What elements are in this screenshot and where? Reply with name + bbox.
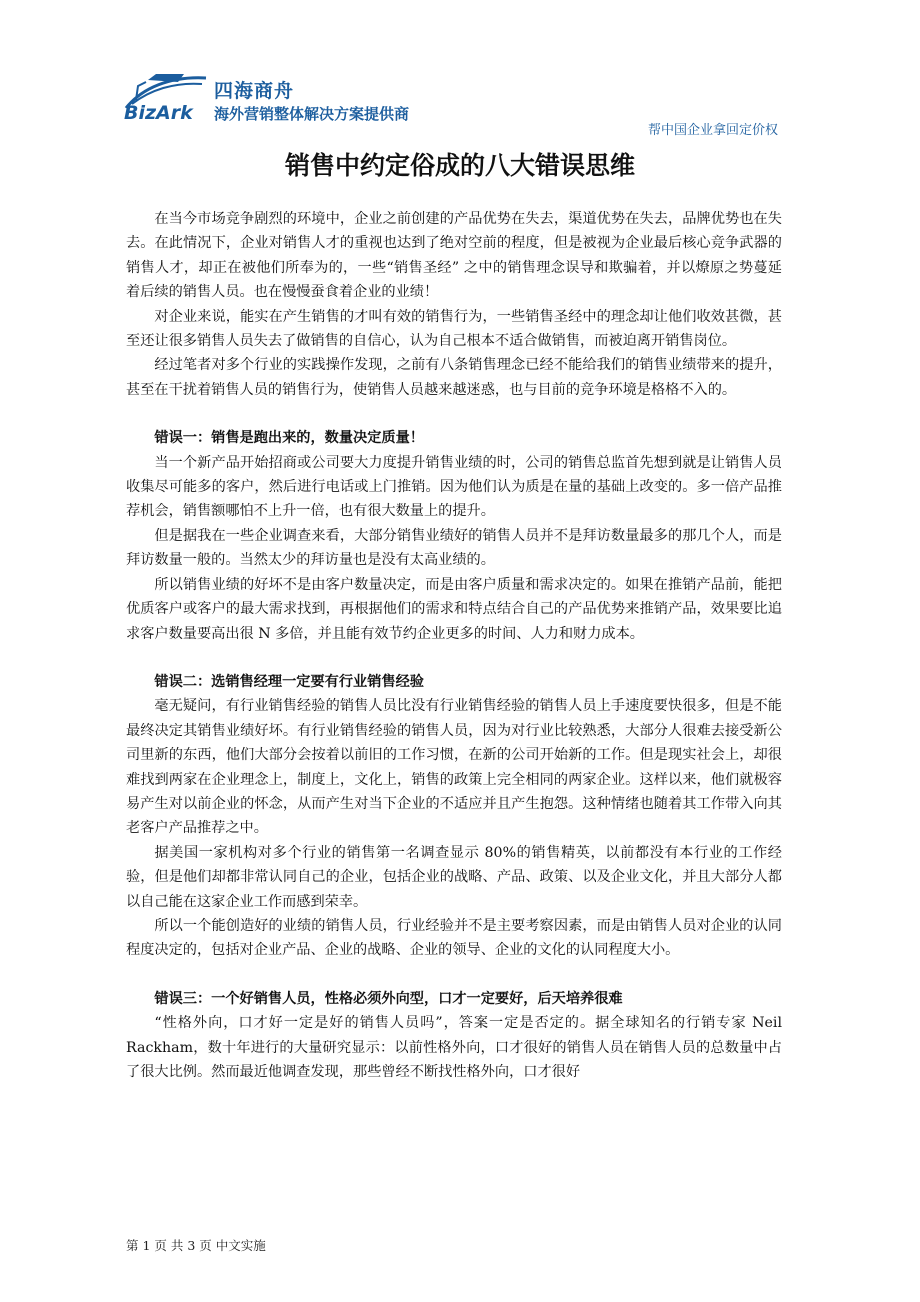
document-title: 销售中约定俗成的八大错误思维 (284, 151, 635, 180)
section-paragraph: 毫无疑问，有行业销售经验的销售人员比没有行业销售经验的销售人员上手速度要快很多，但是不能最终决定其销售业绩好坏。有行业销售经验的销售人员，因为对行业比较熟悉，大部分人很难去接受新公司里新的东西，他们大部分会按着以前旧的工作习惯，在新的公司开始新的工作。但是现实社会上，却很难找到两家在企业理念上，制度上，文化上，销售的政策上完全相同的两家企业。这样以来，他们就极容易产生对以前企业的怀念，从而产生对当下企业的不适应并且产生抱怨。这种情绪也随着其工作带入向其老客户产品推荐之中。 (126, 698, 782, 837)
section-paragraph: 所以一个能创造好的业绩的销售人员，行业经验并不是主要考察因素，而是由销售人员对企业的认同程度决定的，包括对企业产品、企业的战略、企业的领导、企业的文化的认同程度大小。 (126, 917, 782, 959)
section-heading: 错误二：选销售经理一定要有行业销售经验 (154, 673, 424, 690)
section-paragraph: 但是据我在一些企业调查来看，大部分销售业绩好的销售人员并不是拜访数量最多的那几个人，而是拜访数量一般的。当然太少的拜访量也是没有太高业绩的。 (126, 527, 782, 569)
intro-paragraph: 经过笔者对多个行业的实践操作发现，之前有八条销售理念已经不能给我们的销售业绩带来的提升，甚至在干扰着销售人员的销售行为，使销售人员越来越迷惑，也与目前的竞争环境是格格不入的。 (126, 357, 782, 398)
intro-paragraph: 在当今市场竞争剧烈的环境中，企业之前创建的产品优势在失去，渠道优势在失去，品牌优势也在失去。在此情况下，企业对销售人才的重视也达到了绝对空前的程度，但是被视为企业最后核心竞争武器的销售人才，却正在被他们所奉为的，一些“销售圣经” 之中的销售理念误导和欺骗着，并以燎原之势蔓延着后续的销售人员。也在慢慢蚕食着企业的业绩！ (126, 211, 782, 301)
page-footer: 第 1 页 共 3 页 中文实施 (126, 1238, 266, 1253)
section-heading: 错误一：销售是跑出来的，数量决定质量！ (154, 430, 424, 447)
section-paragraph: 当一个新产品开始招商或公司要大力度提升销售业绩的时，公司的销售总监首先想到就是让销售人员收集尽可能多的客户，然后进行电话或上门推销。因为他们认为质是在量的基础上改变的。多一倍产品推荐机会，销售额哪怕不上升一倍，也有很大数量上的提升。 (126, 454, 782, 520)
header-tagline: 帮中国企业拿回定价权 (647, 123, 778, 138)
document-body (126, 207, 782, 1084)
logo-english-name: BizArk (124, 102, 193, 124)
company-logo (122, 66, 442, 130)
logo-slogan: 海外营销整体解决方案提供商 (214, 105, 410, 123)
intro-paragraph: 对企业来说，能实在产生销售的才叫有效的销售行为，一些销售圣经中的理念却让他们收效甚微，甚至还让很多销售人员失去了做销售的自信心，认为自己根本不适合做销售，而被迫离开销售岗位。 (126, 308, 782, 350)
section-paragraph: 所以销售业绩的好坏不是由客户数量决定，而是由客户质量和需求决定的。如果在推销产品前，能把优质客户或客户的最大需求找到，再根据他们的需求和特点结合自己的产品优势来推销产品，效果要比追求客户数量要高出很 N 多倍，并且能有效节约企业更多的时间、人力和财力成本。 (126, 576, 782, 642)
section-paragraph: 据美国一家机构对多个行业的销售第一名调查显示 80%的销售精英，以前都没有本行业的工作经验，但是他们却都非常认同自己的企业，包括企业的战略、产品、政策、以及企业文化，并且大部分人都以自己能在这家企业工作而感到荣幸。 (126, 844, 782, 910)
section-paragraph: “性格外向，口才好一定是好的销售人员吗”，答案一定是否定的。据全球知名的行销专家 Neil Rackham，数十年进行的大量研究显示：以前性格外向，口才很好的销售人员在销售人员的总数量中占了很大比例。然而最近他调查发现，那些曾经不断找性格外向，口才很好 (126, 1015, 782, 1080)
logo-chinese-name: 四海商舟 (214, 80, 295, 102)
section-heading: 错误三：一个好销售人员，性格必须外向型，口才一定要好，后天培养很难 (154, 990, 623, 1007)
